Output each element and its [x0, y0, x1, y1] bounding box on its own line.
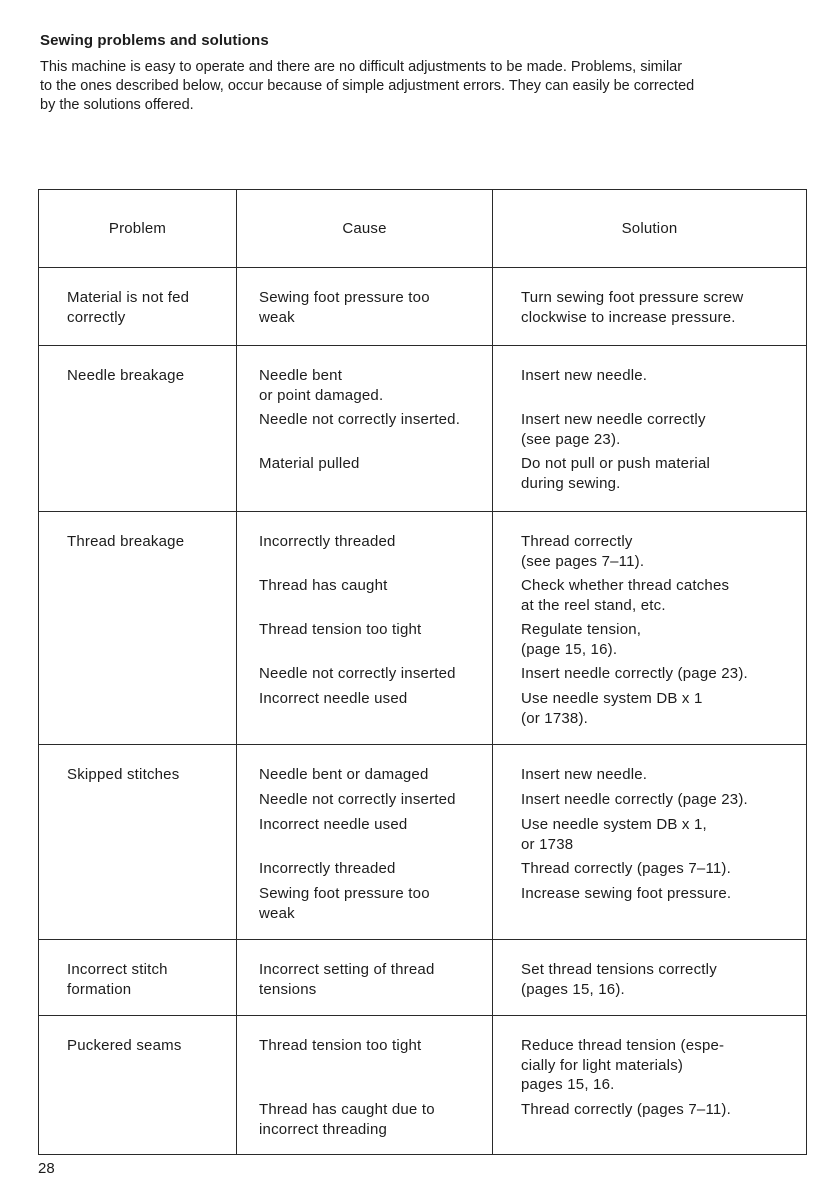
solution-entry [521, 884, 796, 904]
solution-line: (see page 23). [521, 430, 621, 448]
solution-entry [521, 765, 796, 790]
problem-cell [39, 512, 237, 745]
solution-cell [493, 346, 806, 512]
problem-line: Puckered seams [67, 1037, 182, 1054]
intro-line: by the solutions offered. [40, 97, 194, 113]
cause-entry [259, 765, 488, 790]
solution-line: Use needle system DB x 1, [521, 816, 707, 833]
header-problem: Problem [39, 190, 237, 268]
cause-entry [259, 366, 488, 410]
cause-line: Incorrect needle used [259, 816, 408, 833]
cause-entry [259, 532, 488, 576]
solution-line: during sewing. [521, 474, 621, 492]
problem-cell [39, 745, 237, 940]
cause-line: Sewing foot pressure too [259, 289, 430, 306]
cause-entry [259, 1036, 488, 1100]
intro-paragraph [40, 58, 815, 115]
problem-line: Thread breakage [67, 533, 185, 550]
cause-entry [259, 1100, 488, 1139]
page-number: 28 [38, 1160, 55, 1177]
solution-entry [521, 1036, 796, 1100]
cause-entry [259, 410, 488, 454]
problem-cell [39, 940, 237, 1016]
solution-line: clockwise to increase pressure. [521, 308, 736, 326]
solution-line: Do not pull or push material [521, 455, 711, 472]
cause-line: Thread has caught due to [259, 1101, 435, 1118]
solution-line: Insert needle correctly (page 23). [521, 665, 748, 682]
solution-line: Insert needle correctly (page 23). [521, 791, 748, 808]
cause-cell [237, 1016, 493, 1154]
solution-entry [521, 664, 796, 689]
cause-entry [259, 664, 488, 689]
problem-line: Material is not fed [67, 289, 190, 306]
troubleshooting-table [38, 189, 807, 1155]
cause-line: Needle not correctly inserted. [259, 411, 461, 428]
solution-line: or 1738 [521, 835, 574, 853]
problem-line: formation [67, 980, 132, 998]
cause-cell [237, 940, 493, 1016]
cause-line: Needle bent or damaged [259, 766, 429, 783]
cause-line: Needle not correctly inserted [259, 791, 456, 808]
intro-line: This machine is easy to operate and there are no difficult adjustments to be made. Problems, similar [40, 59, 683, 75]
cause-entry [259, 454, 488, 474]
solution-entry [521, 532, 796, 576]
cause-line: Needle bent [259, 367, 343, 384]
solution-line: Regulate tension, [521, 621, 642, 638]
problem-line: correctly [67, 308, 126, 326]
solution-entry [521, 689, 796, 728]
cause-cell [237, 745, 493, 940]
cause-entry [259, 859, 488, 884]
problem-cell [39, 268, 237, 346]
cause-entry [259, 815, 488, 859]
cause-line: Thread tension too tight [259, 1037, 422, 1054]
solution-cell [493, 745, 806, 940]
solution-line: Use needle system DB x 1 [521, 690, 703, 707]
solution-entry [521, 620, 796, 664]
solution-entry [521, 410, 796, 454]
cause-entry [259, 790, 488, 815]
problem-line: Incorrect stitch [67, 961, 168, 978]
solution-line: Check whether thread catches [521, 577, 730, 594]
problem-cell [39, 1016, 237, 1154]
cause-line: Material pulled [259, 455, 360, 472]
cause-entry [259, 884, 488, 923]
solution-line: at the reel stand, etc. [521, 596, 666, 614]
page-title: Sewing problems and solutions [40, 32, 269, 49]
cause-line: Incorrectly threaded [259, 533, 396, 550]
solution-line: (pages 15, 16). [521, 980, 625, 998]
cause-entry [259, 689, 488, 709]
solution-line: Thread correctly (pages 7–11). [521, 860, 731, 877]
cause-line: Incorrect needle used [259, 690, 408, 707]
solution-line: Reduce thread tension (espe- [521, 1037, 725, 1054]
solution-line: Thread correctly [521, 533, 633, 550]
header-solution: Solution [493, 190, 806, 268]
solution-entry [521, 454, 796, 493]
solution-cell [493, 940, 806, 1016]
solution-line: Thread correctly (pages 7–11). [521, 1101, 731, 1118]
solution-entry [521, 790, 796, 815]
solution-line: (page 15, 16). [521, 640, 618, 658]
cause-line: Thread has caught [259, 577, 388, 594]
cause-entry [259, 576, 488, 620]
solution-cell [493, 512, 806, 745]
solution-entry [521, 815, 796, 859]
cause-line: Sewing foot pressure too [259, 885, 430, 902]
solution-entry [521, 366, 796, 410]
solution-line: Insert new needle. [521, 367, 648, 384]
header-cause: Cause [237, 190, 493, 268]
cause-line: Incorrectly threaded [259, 860, 396, 877]
cause-cell [237, 512, 493, 745]
solution-line: (or 1738). [521, 709, 589, 727]
solution-line: pages 15, 16. [521, 1076, 615, 1093]
solution-entry [521, 859, 796, 884]
cause-line: Thread tension too tight [259, 621, 422, 638]
cause-line: weak [259, 904, 295, 922]
cause-line: incorrect threading [259, 1120, 388, 1138]
solution-line: Insert new needle correctly [521, 411, 706, 428]
cause-entry [259, 620, 488, 664]
cause-line: Needle not correctly inserted [259, 665, 456, 682]
solution-line: cially for light materials) [521, 1056, 684, 1074]
cause-line: weak [259, 308, 295, 326]
cause-cell [237, 268, 493, 346]
intro-line: to the ones described below, occur because of simple adjustment errors. They can easily be corrected [40, 78, 695, 94]
cause-line: tensions [259, 980, 317, 998]
solution-line: Insert new needle. [521, 766, 648, 783]
solution-cell [493, 268, 806, 346]
cause-cell [237, 346, 493, 512]
solution-line: Increase sewing foot pressure. [521, 885, 732, 902]
solution-line: (see pages 7–11). [521, 552, 645, 570]
problem-line: Skipped stitches [67, 766, 180, 783]
cause-line: or point damaged. [259, 386, 384, 404]
solution-line: Set thread tensions correctly [521, 961, 717, 978]
problem-cell [39, 346, 237, 512]
solution-line: Turn sewing foot pressure screw [521, 289, 744, 306]
solution-entry [521, 576, 796, 620]
problem-line: Needle breakage [67, 367, 185, 384]
solution-entry [521, 1100, 796, 1120]
cause-line: Incorrect setting of thread [259, 961, 435, 978]
solution-cell [493, 1016, 806, 1154]
